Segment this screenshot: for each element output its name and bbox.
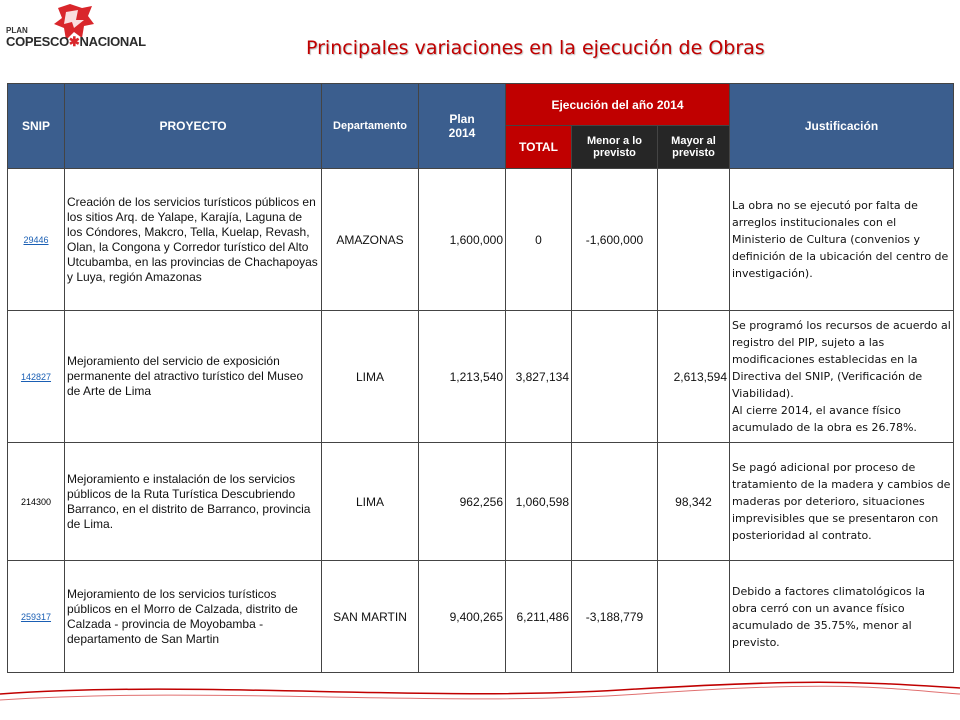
- logo-copesco: COPESCO: [6, 34, 69, 49]
- proyecto-cell: Mejoramiento de los servicios turísticos públicos en el Morro de Calzada, distrito de Calzada - provincia de Moyobamba - departamento de San Martin: [65, 561, 322, 673]
- justificacion-cell: La obra no se ejecutó por falta de arreglos institucionales con el Ministerio de Cultura (convenios y definición de la ubicación del centro de investigación).: [730, 169, 954, 311]
- plan-cell: 1,213,540: [419, 311, 506, 443]
- header-row-1: [8, 84, 954, 126]
- header-ejecucion: Ejecución del año 2014: [506, 84, 730, 126]
- plan-cell: 9,400,265: [419, 561, 506, 673]
- header-menor: Menor a lo previsto: [572, 126, 658, 169]
- snip-link[interactable]: 259317: [8, 561, 65, 673]
- table-row: [8, 443, 954, 561]
- menor-cell: [572, 443, 658, 561]
- menor-cell: -1,600,000: [572, 169, 658, 311]
- header-mayor: Mayor al previsto: [658, 126, 730, 169]
- proyecto-cell: Mejoramiento e instalación de los servicios públicos de la Ruta Turística Descubriendo Barranco, en el distrito de Barranco, provincia de Lima.: [65, 443, 322, 561]
- header-total: TOTAL: [506, 126, 572, 169]
- total-cell: 6,211,486: [506, 561, 572, 673]
- header-plan: Plan 2014: [419, 84, 506, 169]
- menor-cell: [572, 311, 658, 443]
- decorative-wave: [0, 672, 960, 712]
- departamento-cell: AMAZONAS: [322, 169, 419, 311]
- logo-name: COPESCO✱NACIONAL: [6, 34, 146, 49]
- departamento-cell: LIMA: [322, 443, 419, 561]
- mayor-cell: 2,613,594: [658, 311, 730, 443]
- plan-cell: 1,600,000: [419, 169, 506, 311]
- logo: [4, 2, 154, 72]
- table-row: [8, 561, 954, 673]
- snip-text: 214300: [8, 443, 65, 561]
- justificacion-cell: Se pagó adicional por proceso de tratamiento de la madera y cambios de maderas por deterioro, situaciones imprevisibles que se presentaron con posterioridad al contrato.: [730, 443, 954, 561]
- mayor-cell: [658, 561, 730, 673]
- proyecto-cell: Creación de los servicios turísticos públicos en los sitios Arq. de Yalape, Karajía, Laguna de los Cóndores, Makcro, Tella, Kuelap, Revash, Olan, la Congona y Corredor turístico del Alto Utcubamba, en las provincias de Chachapoyas y Luya, región Amazonas: [65, 169, 322, 311]
- header-departamento: Departamento: [322, 84, 419, 169]
- snip-link[interactable]: 142827: [8, 311, 65, 443]
- header-justificacion: Justificación: [730, 84, 954, 169]
- mayor-cell: [658, 169, 730, 311]
- total-cell: 1,060,598: [506, 443, 572, 561]
- header-proyecto: PROYECTO: [65, 84, 322, 169]
- snip-link[interactable]: 29446: [8, 169, 65, 311]
- menor-cell: -3,188,779: [572, 561, 658, 673]
- obras-table: [7, 83, 954, 673]
- proyecto-cell: Mejoramiento del servicio de exposición permanente del atractivo turístico del Museo de Arte de Lima: [65, 311, 322, 443]
- page-title: Principales variaciones en la ejecución de Obras: [306, 37, 765, 59]
- justificacion-cell: Se programó los recursos de acuerdo al registro del PIP, sujeto a las modificaciones establecidas en la Directiva del SNIP, (Verificación de Viabilidad). Al cierre 2014, el avance físico acumulado de la obra es 26.78%.: [730, 311, 954, 443]
- plan-cell: 962,256: [419, 443, 506, 561]
- header-snip: SNIP: [8, 84, 65, 169]
- table-row: [8, 169, 954, 311]
- logo-plan: PLAN: [6, 26, 28, 35]
- departamento-cell: SAN MARTIN: [322, 561, 419, 673]
- logo-nacional: NACIONAL: [79, 34, 146, 49]
- total-cell: 0: [506, 169, 572, 311]
- departamento-cell: LIMA: [322, 311, 419, 443]
- justificacion-cell: Debido a factores climatológicos la obra cerró con un avance físico acumulado de 35.75%, menor al previsto.: [730, 561, 954, 673]
- mayor-cell: 98,342: [658, 443, 730, 561]
- table-row: [8, 311, 954, 443]
- total-cell: 3,827,134: [506, 311, 572, 443]
